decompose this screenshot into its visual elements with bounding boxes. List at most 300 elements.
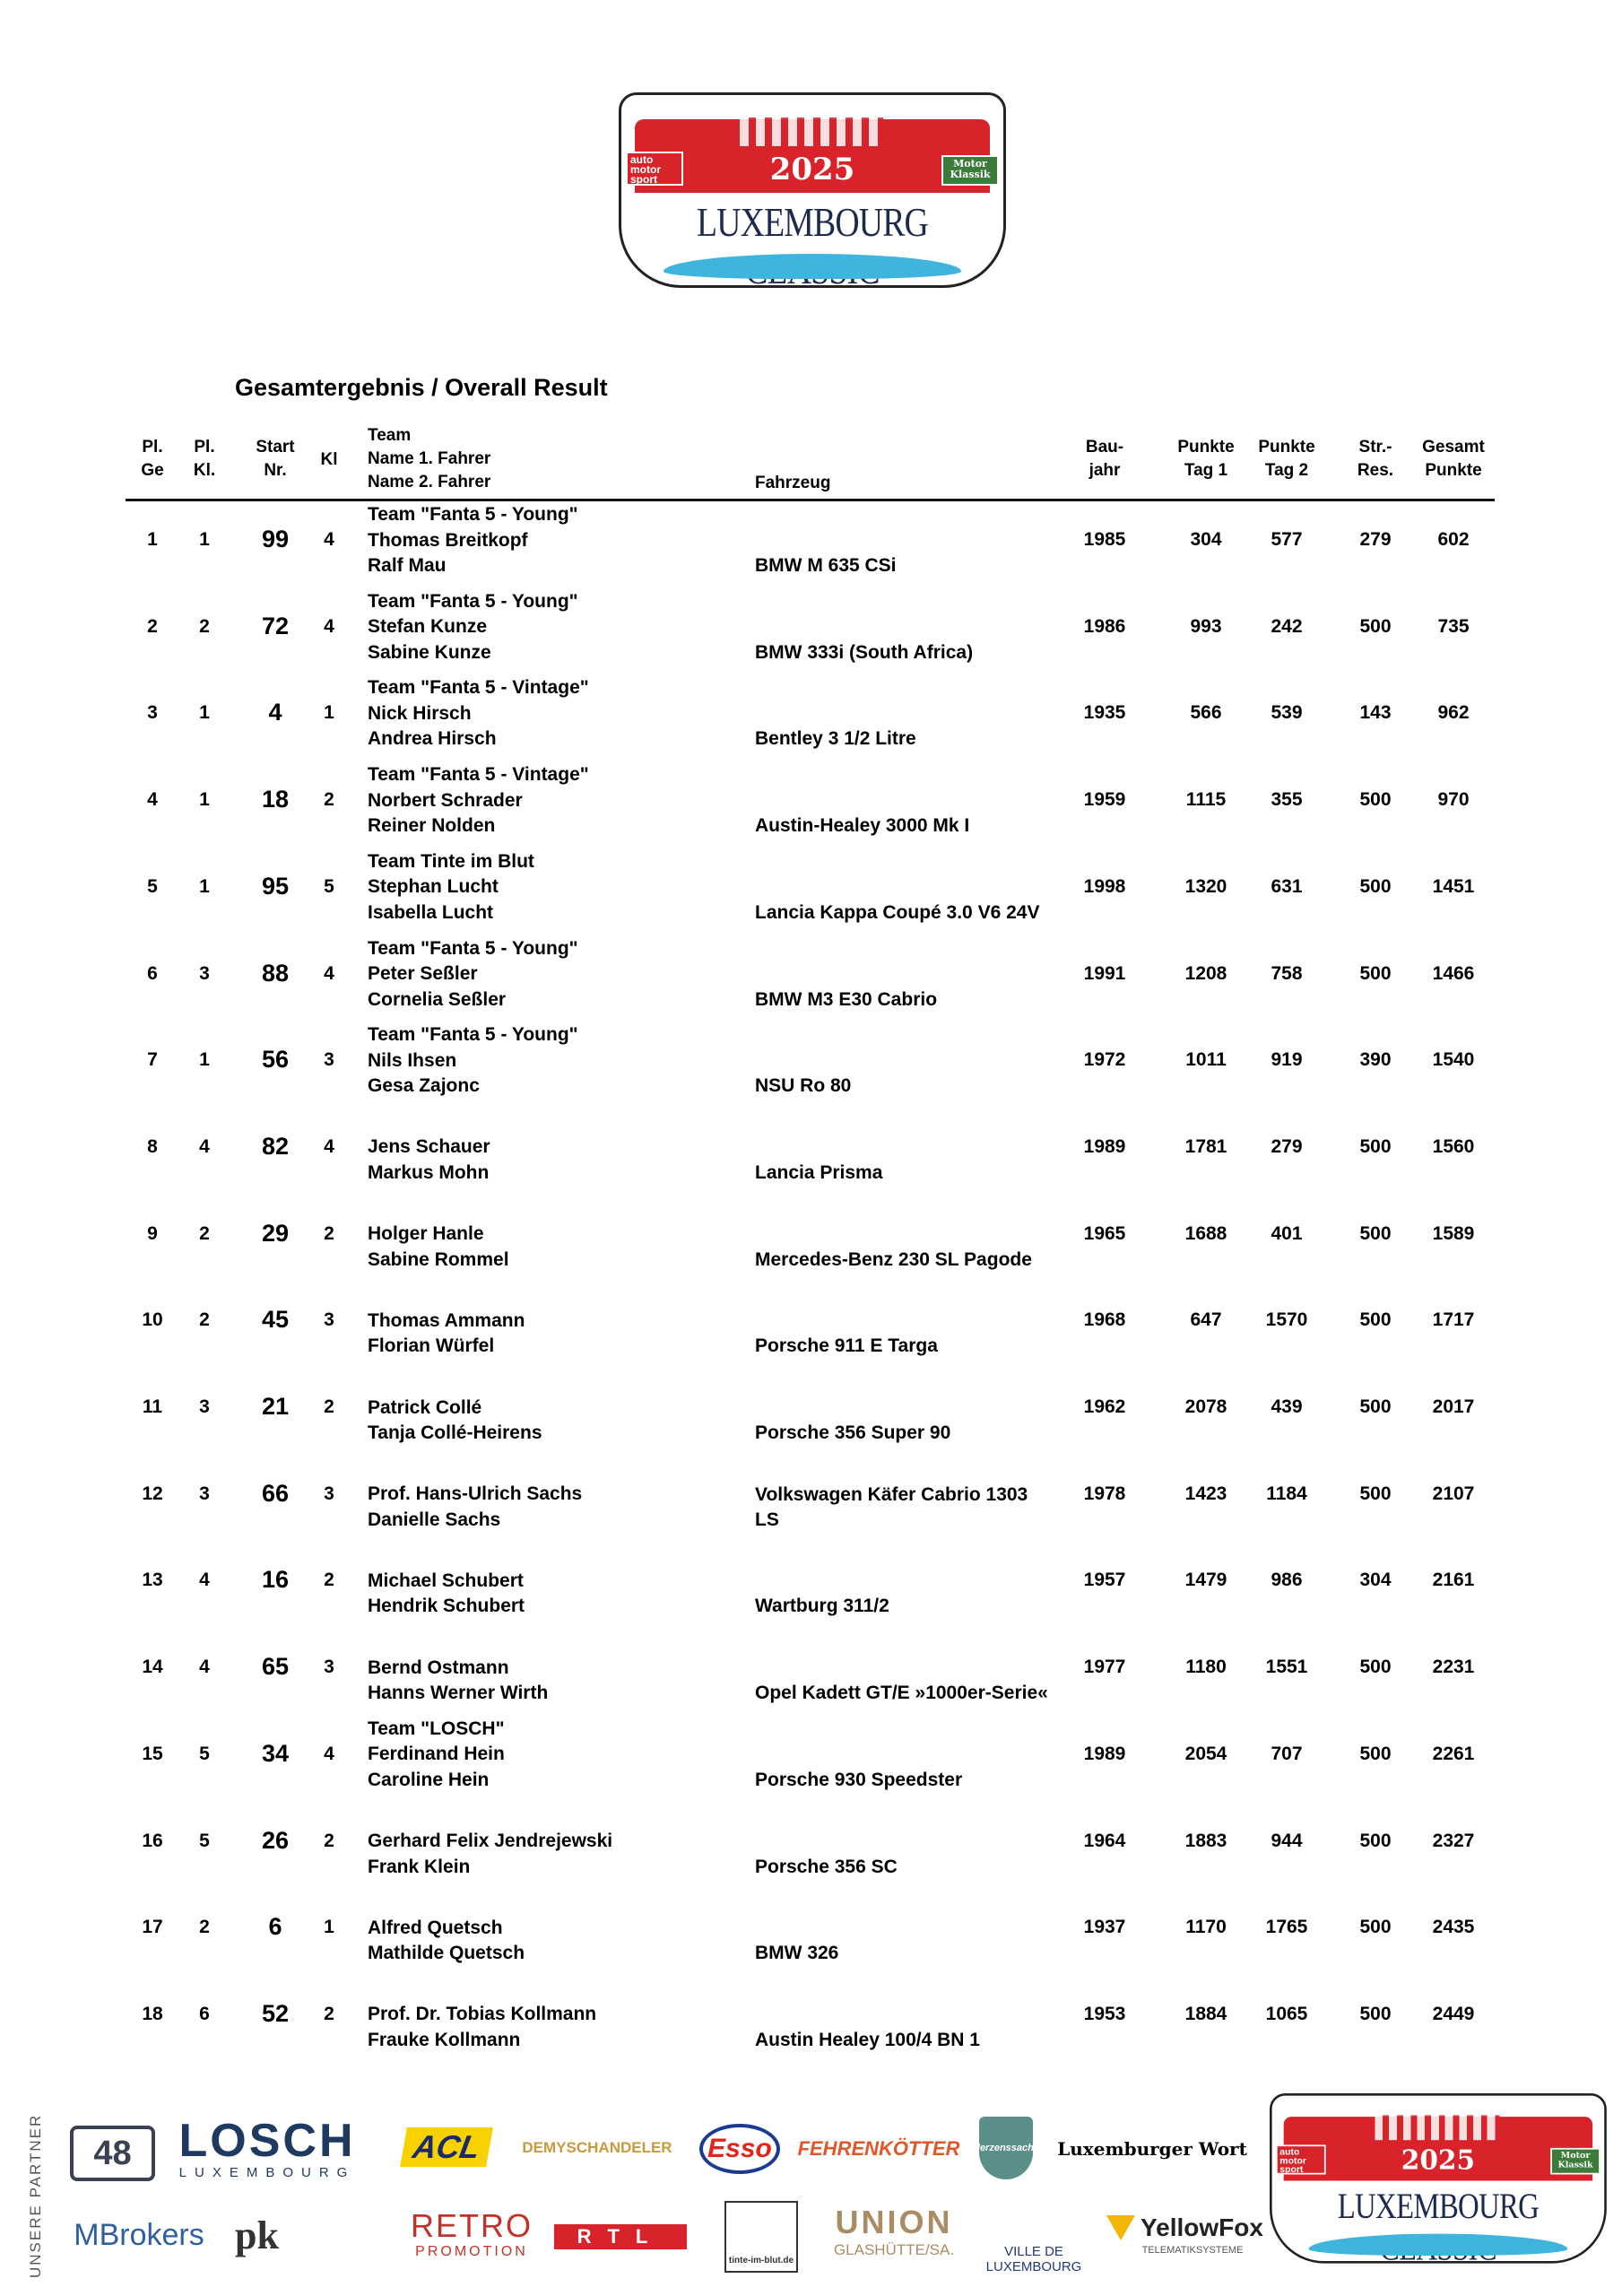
- vehicle: [755, 987, 937, 1013]
- sponsor-pk-logo: pk: [235, 2213, 279, 2257]
- header-pl-ge: Pl. Ge: [141, 438, 164, 480]
- place-class: 3: [199, 1396, 210, 1417]
- vehicle-line: BMW M 635 CSi: [755, 555, 897, 576]
- sponsor-48-logo: 48: [70, 2126, 155, 2181]
- logo-right-badge: Motor Klassik: [1550, 2148, 1600, 2175]
- build-year: 1962: [1083, 1396, 1126, 1417]
- vehicle: [755, 1483, 1028, 1534]
- points-day2: 707: [1271, 1743, 1303, 1764]
- penalty-points: 500: [1359, 962, 1392, 984]
- class: 2: [324, 1570, 334, 1591]
- class: 4: [324, 1135, 334, 1157]
- place-overall: 7: [147, 1049, 158, 1071]
- logo-name: LUXEMBOURG: [697, 199, 928, 245]
- team-name: [368, 1804, 612, 1830]
- team-drivers: [368, 1109, 490, 1187]
- start-number: 26: [261, 1826, 290, 1854]
- points-day1: 1688: [1184, 1222, 1227, 1244]
- points-day2: 355: [1271, 789, 1303, 811]
- total-points: 2435: [1432, 1917, 1475, 1938]
- team-drivers: [368, 1370, 542, 1447]
- class: 2: [324, 789, 334, 811]
- vehicle-line: Volkswagen Käfer Cabrio 1303: [755, 1483, 1028, 1505]
- place-overall: 12: [142, 1483, 163, 1504]
- start-number: 21: [261, 1393, 290, 1420]
- place-overall: 2: [147, 615, 158, 637]
- build-year: 1964: [1083, 1830, 1126, 1851]
- place-class: 4: [199, 1135, 210, 1157]
- header-divider: [126, 499, 1495, 501]
- place-class: 1: [199, 702, 210, 724]
- start-number: 6: [268, 1913, 282, 1941]
- vehicle: [755, 813, 969, 839]
- penalty-points: 143: [1359, 702, 1392, 724]
- penalty-points: 500: [1359, 1917, 1392, 1938]
- vehicle-line: LS: [755, 1509, 779, 1531]
- points-day1: 304: [1190, 529, 1222, 550]
- table-row: [0, 1804, 1622, 1890]
- header-team: Team Name 1. Fahrer Name 2. Fahrer: [368, 426, 491, 491]
- sponsor-ville-luxembourg-logo: VILLE DE LUXEMBOURG: [985, 2244, 1082, 2274]
- sponsor-retro-logo: RETRO: [411, 2207, 533, 2244]
- penalty-points: 500: [1359, 1309, 1392, 1331]
- team-drivers: [368, 1804, 612, 1881]
- driver-name: Markus Mohn: [368, 1161, 490, 1183]
- driver-name: Nils Ihsen: [368, 1049, 457, 1071]
- vehicle: [755, 553, 897, 579]
- penalty-points: 500: [1359, 1830, 1392, 1851]
- points-day2: 986: [1271, 1570, 1303, 1591]
- points-day1: 566: [1190, 702, 1222, 724]
- team-drivers: [368, 502, 578, 579]
- table-row: [0, 1109, 1622, 1196]
- sponsor-tinte-logo: tinte-im-blut.de: [724, 2201, 798, 2273]
- driver-name: Nick Hirsch: [368, 702, 472, 724]
- points-day1: 1180: [1185, 1657, 1227, 1678]
- place-class: 3: [199, 1483, 210, 1504]
- points-day2: 242: [1271, 615, 1303, 637]
- vehicle-line: Porsche 356 SC: [755, 1856, 898, 1877]
- team-drivers: [368, 1890, 525, 1967]
- sponsor-losch-logo: LOSCH: [178, 2115, 356, 2167]
- class: 4: [324, 1743, 334, 1764]
- place-class: 2: [199, 1222, 210, 1244]
- driver-name: Bernd Ostmann: [368, 1657, 509, 1678]
- start-number: 4: [268, 699, 282, 726]
- sponsor-telematik-text: TELEMATIKSYSTEME: [1141, 2245, 1244, 2256]
- vehicle-line: Lancia Prisma: [755, 1161, 883, 1183]
- team-name: [368, 1109, 490, 1135]
- partner-label: UNSERE PARTNER: [27, 2113, 44, 2278]
- vehicle: [755, 1248, 1032, 1274]
- driver-name: Hendrik Schubert: [368, 1596, 525, 1617]
- vehicle-line: BMW 333i (South Africa): [755, 641, 974, 663]
- start-number: 82: [261, 1132, 290, 1160]
- total-points: 2261: [1432, 1743, 1475, 1764]
- table-row: [0, 1457, 1622, 1543]
- total-points: 2107: [1432, 1483, 1475, 1504]
- place-overall: 9: [147, 1222, 158, 1244]
- page-title: Gesamtergebnis / Overall Result: [235, 374, 608, 401]
- table-row: [0, 1196, 1622, 1283]
- build-year: 1989: [1083, 1743, 1126, 1764]
- penalty-points: 500: [1359, 1396, 1392, 1417]
- team-name: [368, 1543, 525, 1569]
- total-points: 2449: [1432, 2003, 1475, 2024]
- points-day2: 944: [1271, 1830, 1303, 1851]
- table-row: [0, 1717, 1622, 1803]
- place-class: 2: [199, 1917, 210, 1938]
- driver-name: Cornelia Seßler: [368, 988, 507, 1010]
- vehicle: [755, 1855, 898, 1881]
- points-day2: 1551: [1265, 1657, 1308, 1678]
- driver-name: Stefan Kunze: [368, 616, 488, 638]
- vehicle: [755, 1421, 950, 1447]
- driver-name: Ferdinand Hein: [368, 1744, 505, 1765]
- header-tag1: Punkte Tag 1: [1177, 438, 1235, 480]
- vehicle-line: Opel Kadett GT/E »1000er-Serie«: [755, 1683, 1048, 1704]
- place-overall: 10: [142, 1309, 163, 1331]
- points-day1: 1115: [1185, 789, 1227, 811]
- team-name: Team "Fanta 5 - Vintage": [368, 764, 589, 786]
- points-day1: 1208: [1184, 962, 1227, 984]
- team-drivers: [368, 1022, 578, 1100]
- build-year: 1991: [1083, 962, 1126, 984]
- sponsor-rtl-logo: RTL: [554, 2224, 687, 2249]
- driver-name: Frank Klein: [368, 1856, 471, 1877]
- team-drivers: [368, 762, 589, 839]
- header-start-nr: Start Nr.: [256, 438, 295, 480]
- start-number: 29: [261, 1219, 290, 1247]
- team-name: Team "LOSCH": [368, 1718, 505, 1739]
- vehicle-line: Porsche 356 Super 90: [755, 1422, 951, 1443]
- points-day1: 1479: [1184, 1570, 1227, 1591]
- driver-name: Holger Hanle: [368, 1223, 484, 1245]
- build-year: 1972: [1083, 1049, 1126, 1071]
- place-overall: 8: [147, 1135, 158, 1157]
- build-year: 1937: [1083, 1917, 1126, 1938]
- class: 2: [324, 1222, 334, 1244]
- team-drivers: [368, 1283, 525, 1360]
- start-number: 52: [261, 1999, 290, 2027]
- sponsor-glashuette-text: GLASHÜTTE/SA.: [833, 2241, 955, 2258]
- vehicle: [755, 726, 916, 752]
- driver-name: Tanja Collé-Heirens: [368, 1422, 542, 1443]
- table-row: [0, 1370, 1622, 1456]
- class: 2: [324, 2003, 334, 2024]
- build-year: 1977: [1083, 1657, 1126, 1678]
- build-year: 1957: [1083, 1570, 1126, 1591]
- place-overall: 17: [142, 1917, 163, 1938]
- vehicle-line: BMW 326: [755, 1943, 839, 1964]
- team-name: [368, 1457, 582, 1483]
- place-overall: 11: [142, 1396, 163, 1417]
- build-year: 1985: [1083, 529, 1126, 550]
- header-str-res: Str.- Res.: [1357, 438, 1394, 480]
- team-drivers: [368, 1457, 582, 1534]
- total-points: 735: [1437, 615, 1470, 637]
- table-row: [0, 762, 1622, 848]
- points-day1: 1883: [1184, 1830, 1227, 1851]
- penalty-points: 500: [1359, 789, 1392, 811]
- points-day1: 1011: [1185, 1049, 1227, 1071]
- build-year: 1978: [1083, 1483, 1126, 1504]
- driver-name: Thomas Ammann: [368, 1309, 525, 1331]
- start-number: 16: [261, 1566, 290, 1594]
- sponsor-acl-logo: ACL: [400, 2127, 493, 2167]
- table-row: [0, 1283, 1622, 1369]
- class: 3: [324, 1049, 334, 1071]
- start-number: 65: [261, 1653, 290, 1681]
- team-name: Team "Fanta 5 - Vintage": [368, 677, 589, 699]
- driver-name: Patrick Collé: [368, 1396, 482, 1418]
- place-class: 1: [199, 529, 210, 550]
- place-overall: 16: [142, 1830, 163, 1851]
- place-overall: 4: [147, 789, 158, 811]
- penalty-points: 500: [1359, 875, 1392, 897]
- build-year: 1998: [1083, 875, 1126, 897]
- vehicle-line: NSU Ro 80: [755, 1075, 852, 1097]
- driver-name: Frauke Kollmann: [368, 2029, 521, 2050]
- points-day2: 919: [1271, 1049, 1303, 1071]
- table-row: [0, 675, 1622, 761]
- team-drivers: [368, 936, 578, 1013]
- place-class: 6: [199, 2003, 210, 2024]
- total-points: 1540: [1432, 1049, 1475, 1071]
- team-name: Team Tinte im Blut: [368, 850, 534, 872]
- total-points: 1466: [1432, 962, 1475, 984]
- start-number: 66: [261, 1479, 290, 1507]
- vehicle: [755, 900, 1039, 926]
- points-day1: 1320: [1184, 875, 1227, 897]
- place-class: 2: [199, 615, 210, 637]
- sponsor-fehrenkoetter-logo: FEHRENKÖTTER: [797, 2137, 960, 2160]
- team-name: Team "Fanta 5 - Young": [368, 504, 578, 525]
- driver-name: Michael Schubert: [368, 1570, 524, 1591]
- place-class: 2: [199, 1309, 210, 1331]
- points-day1: 2078: [1184, 1396, 1227, 1417]
- vehicle-line: Mercedes-Benz 230 SL Pagode: [755, 1248, 1032, 1270]
- sponsor-luxemburger-wort-logo: Luxemburger Wort: [1057, 2138, 1247, 2160]
- total-points: 1717: [1432, 1309, 1475, 1331]
- start-number: 56: [261, 1046, 290, 1074]
- place-overall: 18: [142, 2003, 163, 2024]
- penalty-points: 500: [1359, 615, 1392, 637]
- vehicle: [755, 640, 973, 666]
- vehicle: [755, 1594, 889, 1620]
- place-class: 5: [199, 1743, 210, 1764]
- place-overall: 1: [147, 529, 158, 550]
- team-drivers: [368, 589, 578, 666]
- sponsor-promotion-text: PROMOTION: [415, 2244, 528, 2259]
- sponsor-demyschandeler-logo: DEMYSCHANDELER: [522, 2139, 672, 2156]
- header-tag2: Punkte Tag 2: [1258, 438, 1315, 480]
- points-day2: 279: [1271, 1135, 1303, 1157]
- place-class: 5: [199, 1830, 210, 1851]
- team-drivers: [368, 1630, 548, 1707]
- class: 5: [324, 875, 334, 897]
- build-year: 1968: [1083, 1309, 1126, 1331]
- table-row: [0, 936, 1622, 1022]
- vehicle: [755, 1768, 962, 1794]
- table-row: [0, 849, 1622, 935]
- header-kl: Kl: [320, 450, 338, 469]
- driver-name: Peter Seßler: [368, 963, 478, 984]
- driver-name: Stephan Lucht: [368, 876, 499, 898]
- penalty-points: 500: [1359, 1743, 1392, 1764]
- logo-left-badge: auto motor sport: [1276, 2144, 1326, 2174]
- class: 4: [324, 615, 334, 637]
- vehicle-line: BMW M3 E30 Cabrio: [755, 988, 938, 1010]
- team-drivers: [368, 1196, 509, 1274]
- driver-name: Caroline Hein: [368, 1769, 490, 1790]
- fox-icon: [1106, 2215, 1135, 2240]
- place-overall: 15: [142, 1743, 163, 1764]
- points-day1: 1781: [1184, 1135, 1227, 1157]
- sponsor-union-logo: UNION: [835, 2204, 953, 2240]
- table-row: [0, 1977, 1622, 2063]
- points-day2: 1765: [1265, 1917, 1308, 1938]
- build-year: 1953: [1083, 2003, 1126, 2024]
- class: 3: [324, 1309, 334, 1331]
- total-points: 1589: [1432, 1222, 1475, 1244]
- total-points: 1560: [1432, 1135, 1475, 1157]
- logo-year: 2025: [1401, 2144, 1476, 2177]
- vehicle: [755, 1334, 938, 1360]
- place-class: 4: [199, 1657, 210, 1678]
- event-logo: [619, 92, 1006, 288]
- team-name: [368, 1370, 542, 1396]
- penalty-points: 279: [1359, 529, 1392, 550]
- driver-name: Thomas Breitkopf: [368, 529, 528, 551]
- driver-name: Gesa Zajonc: [368, 1075, 480, 1097]
- header-gesamt: Gesamt Punkte: [1422, 438, 1485, 480]
- points-day2: 631: [1271, 875, 1303, 897]
- logo-name: LUXEMBOURG: [1337, 2186, 1540, 2226]
- vehicle-line: Bentley 3 1/2 Litre: [755, 728, 916, 750]
- driver-name: Andrea Hirsch: [368, 728, 497, 750]
- total-points: 970: [1437, 789, 1470, 811]
- build-year: 1986: [1083, 615, 1126, 637]
- table-row: [0, 1543, 1622, 1629]
- team-drivers: [368, 1717, 505, 1794]
- table-row: [0, 589, 1622, 675]
- build-year: 1989: [1083, 1135, 1126, 1157]
- place-class: 3: [199, 962, 210, 984]
- points-day1: 2054: [1184, 1743, 1227, 1764]
- team-name: [368, 1977, 596, 2003]
- start-number: 34: [261, 1739, 290, 1767]
- total-points: 2231: [1432, 1657, 1475, 1678]
- driver-name: Jens Schauer: [368, 1136, 490, 1158]
- points-day2: 1184: [1266, 1483, 1307, 1504]
- driver-name: Alfred Quetsch: [368, 1917, 503, 1938]
- driver-name: Florian Würfel: [368, 1335, 495, 1357]
- driver-name: Mathilde Quetsch: [368, 1943, 525, 1964]
- sponsor-mbrokers-logo: MBrokers: [74, 2217, 204, 2252]
- logo-left-badge: auto motor sport: [626, 152, 683, 186]
- vehicle: [755, 1074, 851, 1100]
- vehicle-line: Austin-Healey 3000 Mk I: [755, 815, 970, 837]
- penalty-points: 500: [1359, 1222, 1392, 1244]
- team-name: Team "Fanta 5 - Young": [368, 590, 578, 612]
- vehicle-line: Lancia Kappa Coupé 3.0 V6 24V: [755, 901, 1040, 923]
- table-row: [0, 1890, 1622, 1976]
- points-day1: 1423: [1184, 1483, 1227, 1504]
- total-points: 2161: [1432, 1570, 1475, 1591]
- sponsor-yellowfox-logo: YellowFox: [1106, 2212, 1250, 2244]
- team-name: Team "Fanta 5 - Young": [368, 1024, 578, 1046]
- vehicle: [755, 1941, 838, 1967]
- vehicle-line: Porsche 911 E Targa: [755, 1335, 938, 1357]
- logo-right-badge: Motor Klassik: [941, 155, 999, 186]
- place-overall: 6: [147, 962, 158, 984]
- team-drivers: [368, 1977, 596, 2054]
- vehicle-line: Austin Healey 100/4 BN 1: [755, 2029, 980, 2050]
- vehicle: [755, 1161, 882, 1187]
- driver-name: Isabella Lucht: [368, 901, 494, 923]
- team-name: [368, 1283, 525, 1309]
- sponsor-losch-sub: LUXEMBOURG: [178, 2164, 356, 2180]
- total-points: 1451: [1432, 875, 1475, 897]
- driver-name: Prof. Hans-Ulrich Sachs: [368, 1483, 583, 1505]
- place-class: 1: [199, 789, 210, 811]
- points-day2: 1570: [1265, 1309, 1308, 1331]
- header-fahrzeug: Fahrzeug: [755, 474, 831, 492]
- place-overall: 13: [142, 1570, 163, 1591]
- start-number: 95: [261, 872, 290, 900]
- driver-name: Danielle Sachs: [368, 1509, 501, 1530]
- start-number: 99: [261, 526, 290, 552]
- total-points: 602: [1437, 529, 1470, 550]
- class: 1: [324, 1917, 334, 1938]
- place-class: 1: [199, 875, 210, 897]
- driver-name: Ralf Mau: [368, 555, 447, 576]
- sponsor-herzenssache-logo: Herzenssache: [979, 2117, 1033, 2179]
- total-points: 962: [1437, 702, 1470, 724]
- team-name: Team "Fanta 5 - Young": [368, 937, 578, 959]
- class: 4: [324, 962, 334, 984]
- event-logo-footer: [1270, 2093, 1607, 2264]
- build-year: 1959: [1083, 789, 1126, 811]
- start-number: 88: [261, 959, 290, 987]
- points-day2: 1065: [1265, 2003, 1308, 2024]
- vehicle-line: Wartburg 311/2: [755, 1596, 889, 1617]
- bridge-icon: [740, 117, 883, 146]
- total-points: 2017: [1432, 1396, 1475, 1417]
- build-year: 1935: [1083, 702, 1126, 724]
- vehicle: [755, 1681, 1048, 1707]
- penalty-points: 500: [1359, 2003, 1392, 2024]
- driver-name: Prof. Dr. Tobias Kollmann: [368, 2004, 597, 2025]
- bridge-icon: [1375, 2115, 1499, 2140]
- points-day2: 758: [1271, 962, 1303, 984]
- penalty-points: 500: [1359, 1483, 1392, 1504]
- place-overall: 14: [142, 1657, 163, 1678]
- driver-name: Sabine Kunze: [368, 641, 491, 663]
- team-drivers: [368, 675, 589, 752]
- table-row: [0, 1630, 1622, 1716]
- start-number: 18: [261, 786, 290, 813]
- class: 1: [324, 702, 334, 724]
- table-row: [0, 502, 1622, 588]
- total-points: 2327: [1432, 1830, 1475, 1851]
- driver-name: Sabine Rommel: [368, 1248, 509, 1270]
- class: 2: [324, 1396, 334, 1417]
- class: 2: [324, 1830, 334, 1851]
- points-day2: 577: [1271, 529, 1303, 550]
- points-day1: 1170: [1185, 1917, 1227, 1938]
